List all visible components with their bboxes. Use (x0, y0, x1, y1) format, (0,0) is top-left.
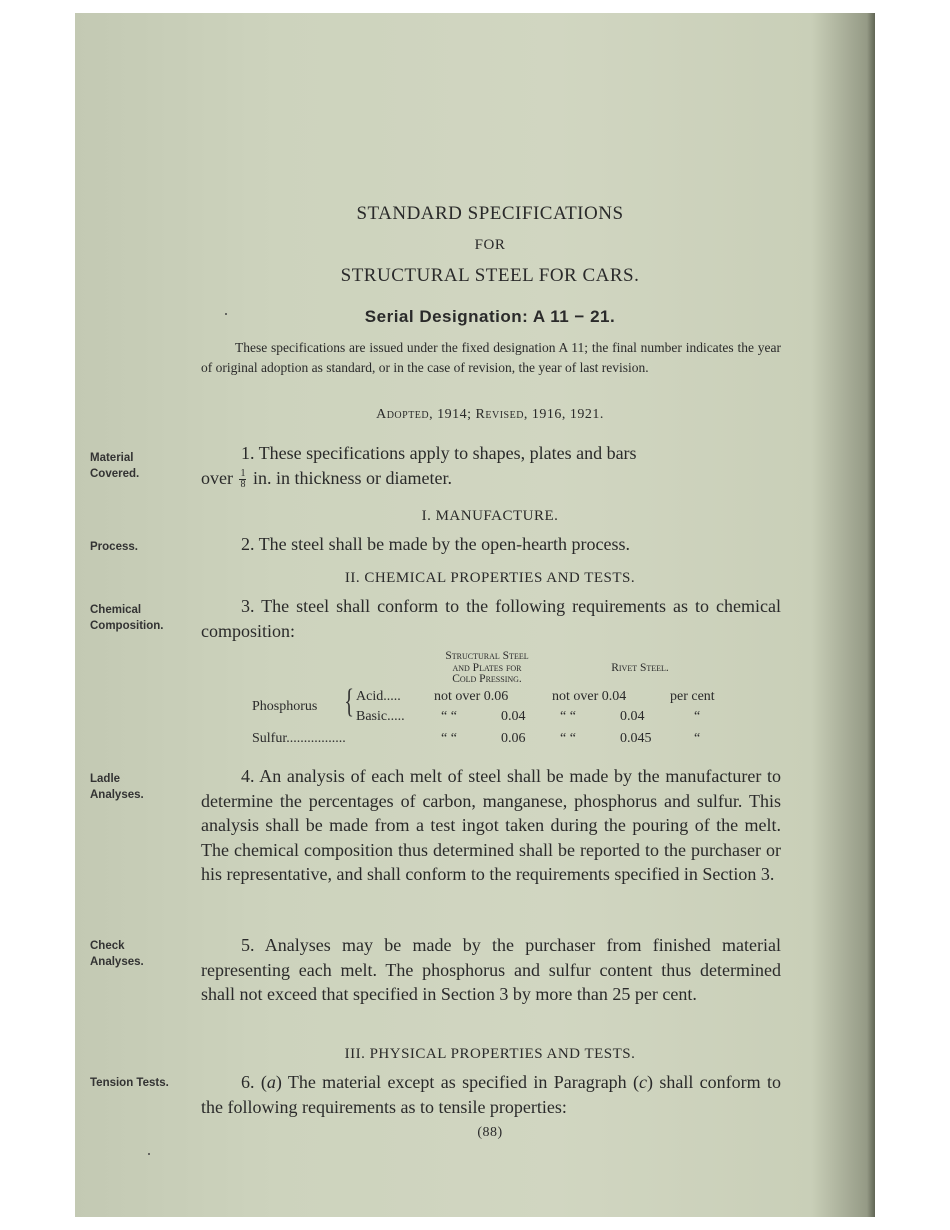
adopted-label: Adopted, (376, 407, 434, 422)
doc-title-for: FOR (474, 237, 506, 253)
sulfur-structural: 0.06 (501, 731, 526, 746)
basic-rivet: 0.04 (620, 709, 645, 724)
speck (225, 313, 227, 315)
side-note-process (90, 539, 202, 555)
row-label-phosphorus: Phosphorus (252, 699, 318, 714)
sulfur-rivet: 0.045 (620, 731, 652, 746)
side-note-line: Covered. (90, 468, 140, 480)
side-note-line: Material (90, 452, 134, 464)
side-note-line: Check (90, 940, 125, 952)
col-head-line: Cold Pressing. (452, 673, 522, 685)
table-col-head-structural (413, 651, 561, 686)
fraction-one-eighth (239, 469, 246, 490)
paragraph-1-line-1: 1. These specifications apply to shapes, plates and bars (241, 443, 637, 463)
page-edge-shadow (867, 13, 875, 1217)
revised-label: Revised, (475, 407, 528, 422)
row-label-acid: Acid..... (356, 689, 401, 704)
table-col-head-rivet: Rivet Steel. (611, 662, 669, 674)
paragraph-5: 5. Analyses may be made by the purchaser from finished material representing each melt. The phosphorus and sulfur content thus determined shall not exceed that specified in Section 3 by more than 25 per cent. (201, 935, 781, 1004)
section-heading-chemical: II. CHEMICAL PROPERTIES AND TESTS. (344, 570, 636, 586)
row-label-sulfur: Sulfur................. (252, 731, 346, 746)
paragraph-6-letter-a: a (266, 1072, 276, 1092)
page-number: (88) (477, 1125, 503, 1140)
side-note-material (90, 450, 202, 482)
basic-structural: 0.04 (501, 709, 526, 724)
unit-per-cent: per cent (670, 689, 715, 704)
ditto-mark: “ “ (441, 731, 457, 746)
acid-structural: not over 0.06 (434, 689, 509, 704)
ditto-mark: “ “ (441, 709, 457, 724)
paragraph-4: 4. An analysis of each melt of steel shall be made by the manufacturer to determine the percentages of carbon, manganese, phosphorus and sulfur. This analysis shall be made from a test ingot taken during the pouring of the melt. The chemical composition thus determined shall be reported to the purchaser or his representative, and shall conform to the requirements specified in Section 3. (201, 766, 781, 884)
paragraph-6-part: ) shall conform to the following requirements as to tensile properties: (201, 1072, 781, 1117)
section-heading-physical: III. PHYSICAL PROPERTIES AND TESTS. (344, 1046, 636, 1062)
side-note-tension (90, 1075, 202, 1091)
side-note-line: Analyses. (90, 956, 144, 968)
doc-subtitle: STRUCTURAL STEEL FOR CARS. (340, 265, 640, 286)
brace-symbol: { (344, 683, 355, 720)
paragraph-1-line-2 (201, 466, 781, 491)
col-head-line: and Plates for (452, 661, 522, 674)
side-note-line: Ladle (90, 773, 121, 785)
paragraph-6-part: 6. ( (241, 1072, 267, 1092)
speck (148, 1153, 150, 1155)
paragraph-6-part: ) The material except as specified in Paragraph ( (275, 1072, 640, 1092)
paragraph-1 (201, 441, 781, 490)
adoption-line (200, 407, 780, 423)
scanned-page (75, 13, 875, 1217)
fraction-denominator: 8 (240, 478, 246, 490)
revised-years: 1916, 1921. (527, 407, 604, 422)
serial-designation: Serial Designation: A 11 − 21. (364, 307, 616, 326)
ditto-mark: “ (694, 731, 701, 746)
side-note-line: Chemical (90, 604, 142, 616)
paragraph-3: 3. The steel shall conform to the following requirements as to chemical composition: (201, 596, 781, 641)
intro-note: These specifications are issued under the fixed designation A 11; the final number indicates the year of original adoption as standard, or in the case of revision, the year of last revision. (201, 340, 781, 375)
paragraph-6-letter-c: c (639, 1072, 648, 1092)
paragraph-6 (201, 1070, 781, 1119)
col-head-line: Structural Steel (445, 650, 529, 662)
ditto-mark: “ “ (560, 709, 576, 724)
side-note-line: Process. (90, 541, 138, 553)
side-note-ladle (90, 771, 202, 803)
paragraph-2: 2. The steel shall be made by the open-hearth process. (241, 534, 631, 554)
side-note-chemical (90, 602, 202, 634)
paragraph-1-rest: in. in thickness or diameter. (252, 467, 452, 488)
side-note-check (90, 938, 202, 970)
row-label-basic: Basic..... (356, 709, 405, 724)
doc-title: STANDARD SPECIFICATIONS (356, 203, 624, 224)
side-note-line: Composition. (90, 620, 164, 632)
acid-rivet: not over 0.04 (552, 689, 627, 704)
ditto-mark: “ “ (560, 731, 576, 746)
ditto-mark: “ (694, 709, 701, 724)
adopted-year: 1914; (433, 407, 476, 422)
side-note-line: Tension Tests. (90, 1077, 169, 1089)
fraction-numerator: 1 (240, 467, 246, 479)
side-note-line: Analyses. (90, 789, 144, 801)
paragraph-1-over: over (201, 467, 233, 488)
section-heading-manufacture: I. MANUFACTURE. (421, 508, 559, 524)
